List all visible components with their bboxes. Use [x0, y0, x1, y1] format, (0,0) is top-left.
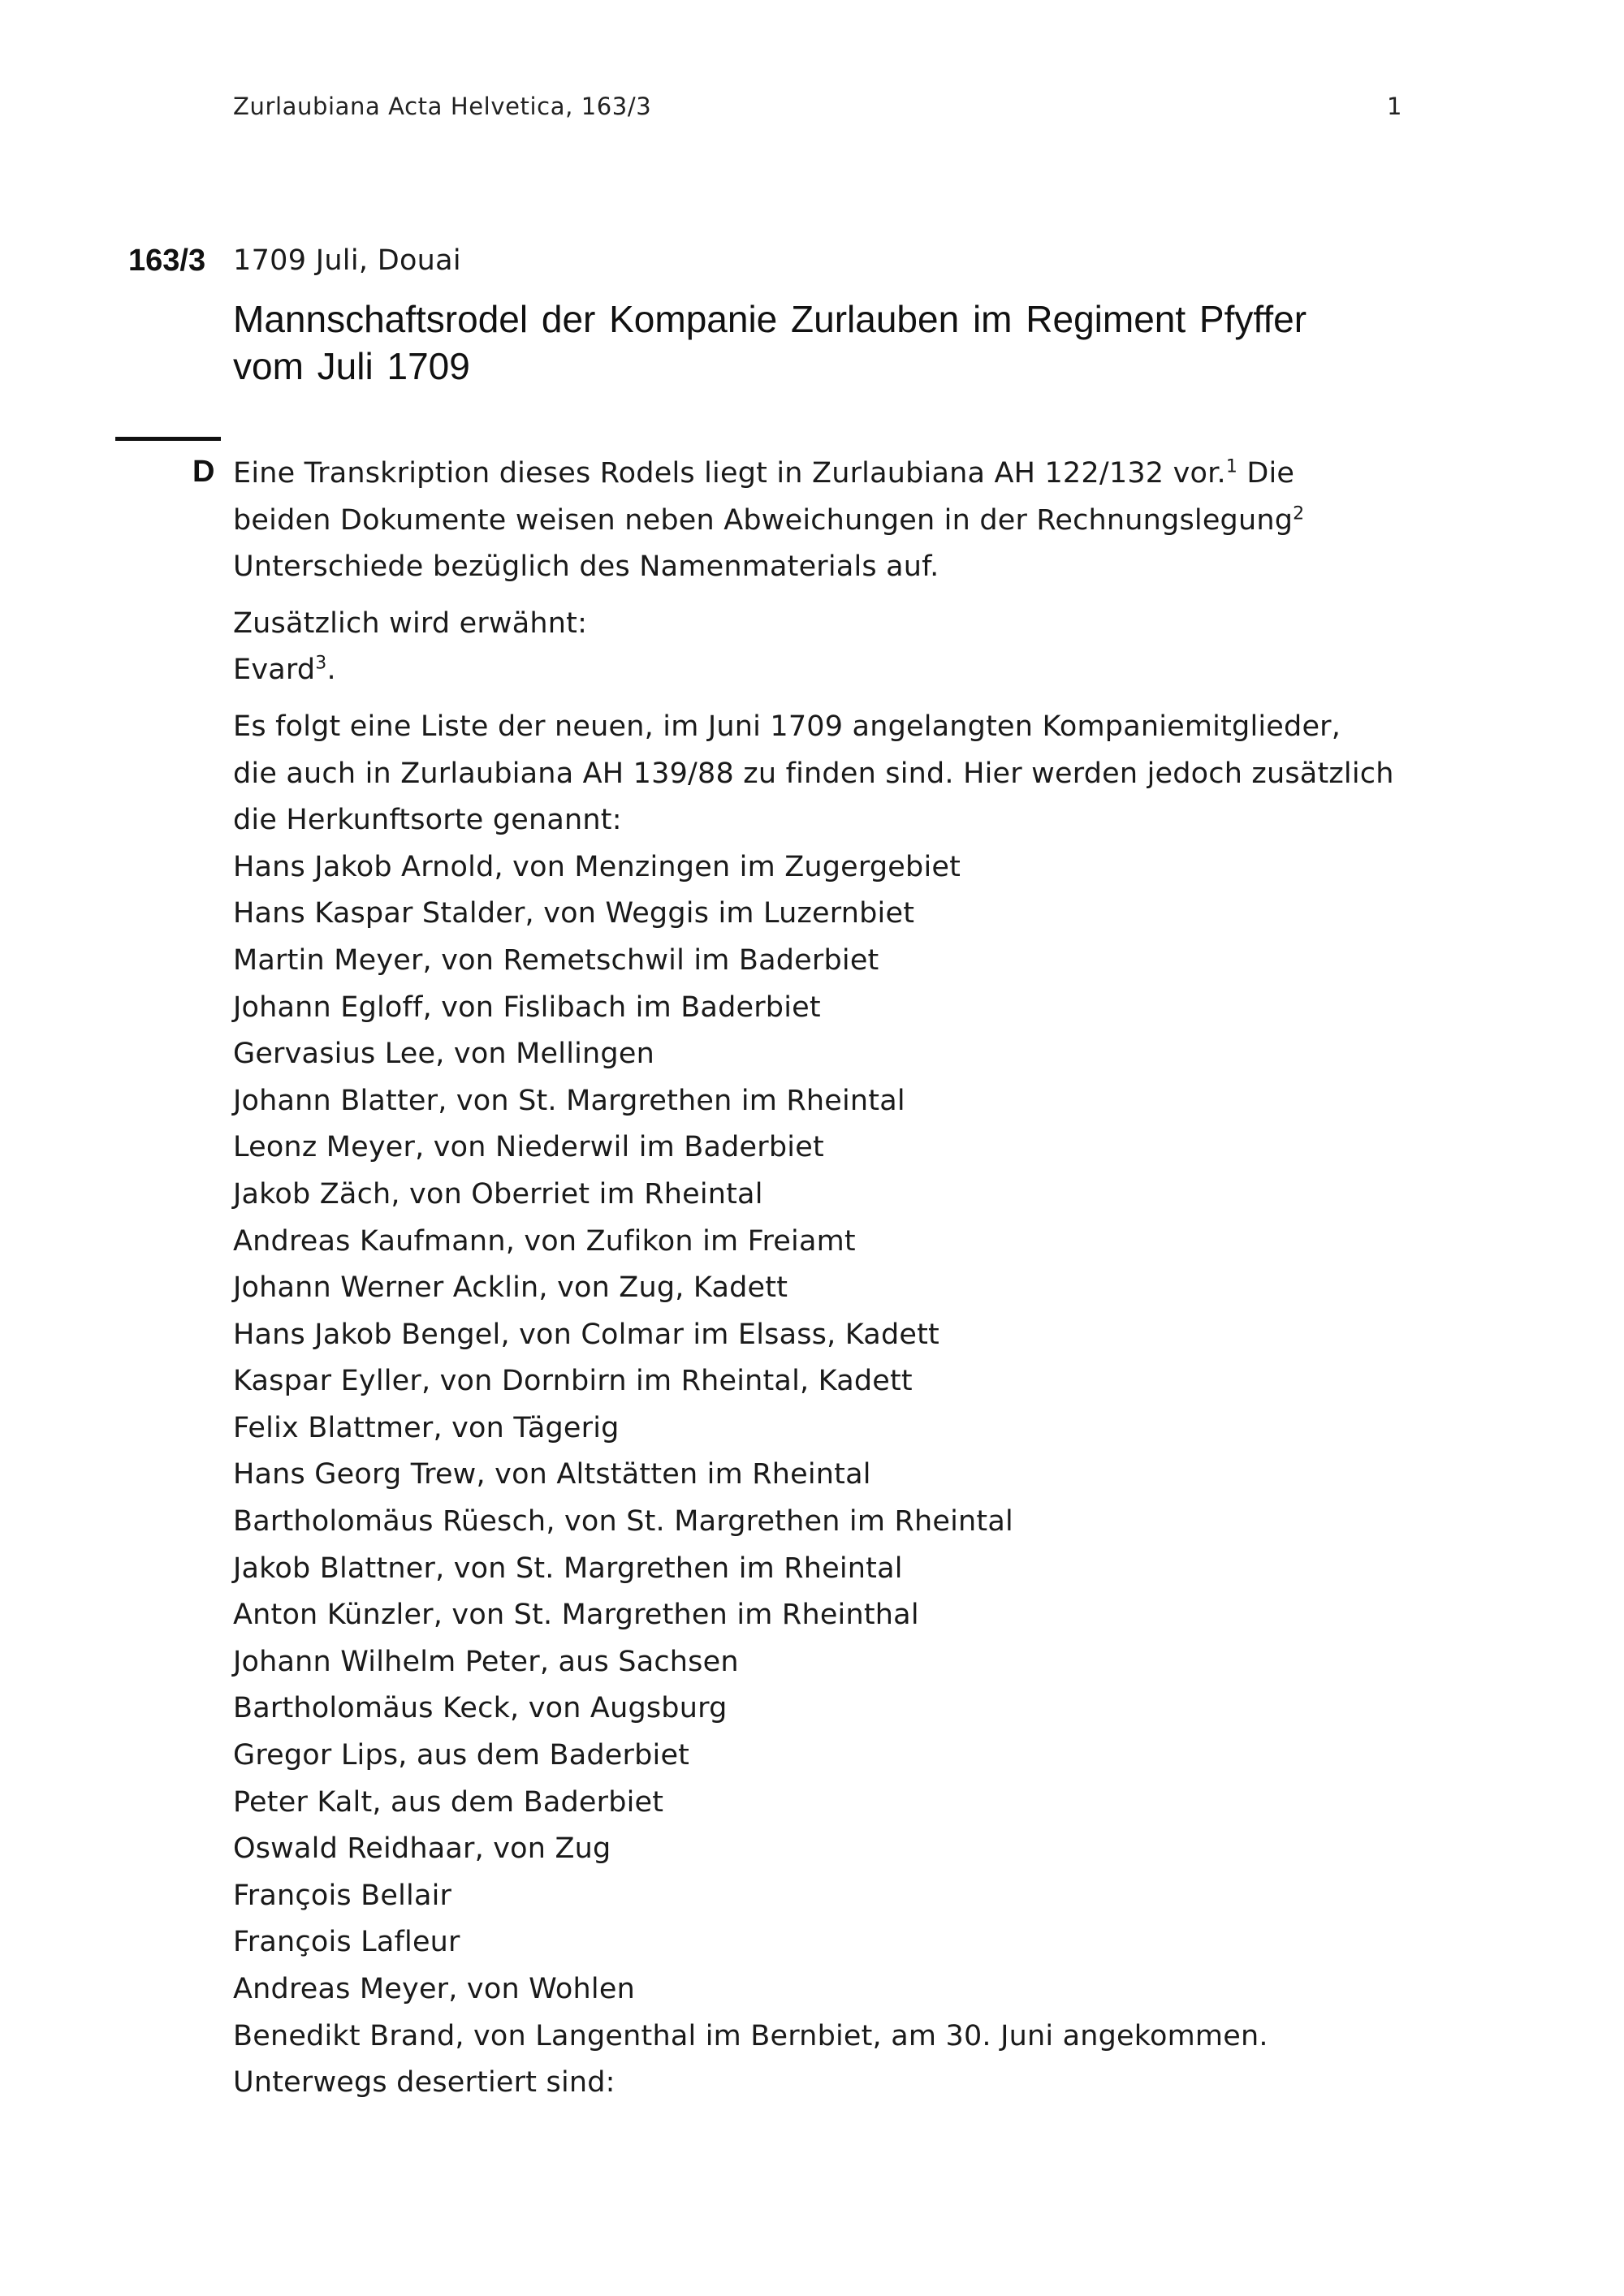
list-item: François Lafleur — [233, 1926, 460, 1959]
additional-paragraph — [233, 601, 1427, 694]
list-item: Andreas Meyer, von Wohlen — [233, 1973, 635, 2005]
list-item: Johann Werner Acklin, von Zug, Kadett — [233, 1271, 788, 1305]
list-item: Andreas Kaufmann, von Zufikon im Freiamt — [233, 1224, 856, 1258]
list-item: Hans Georg Trew, von Altstätten im Rheintal — [233, 1458, 871, 1491]
list-item: Kaspar Eyller, von Dornbirn im Rheintal, Kadett — [233, 1365, 913, 1398]
running-header — [233, 93, 1402, 120]
body-line: Es folgt eine Liste der neuen, im Juni 1709 angelangten Kompaniemitglieder, — [233, 710, 1341, 743]
intro-paragraph — [233, 451, 1427, 591]
entry-dateline: 1709 Juli, Douai — [233, 244, 461, 277]
list-item: Bartholomäus Rüesch, von St. Margrethen im Rheintal — [233, 1505, 1013, 1539]
list-item: Felix Blattmer, von Tägerig — [233, 1411, 620, 1444]
list-item: Hans Jakob Arnold, von Menzingen im Zugergebiet — [233, 850, 961, 883]
footnote-ref: 2 — [1293, 503, 1305, 524]
document-body — [233, 451, 1427, 2107]
body-line: Eine Transkription dieses Rodels liegt in Zurlaubiana AH 122/132 vor.$^1$ Die — [233, 456, 1295, 490]
list-item: Hans Kaspar Stalder, von Weggis im Luzernbiet — [233, 897, 915, 930]
body-line: Zusätzlich wird erwähnt: — [233, 606, 588, 640]
footnote-ref: 3 — [315, 653, 327, 674]
section-divider — [115, 437, 221, 441]
list-item: Jakob Blattner, von St. Margrethen im Rheintal — [233, 1552, 903, 1585]
footnote-ref: 1 — [1225, 456, 1238, 477]
list-item: Gregor Lips, aus dem Baderbiet — [233, 1739, 690, 1772]
recruit-list — [233, 844, 1427, 2060]
body-line: die Herkunftsorte genannt: — [233, 804, 622, 837]
list-item: Benedikt Brand, von Langenthal im Bernbiet, am 30. Juni angekommen. — [233, 2019, 1268, 2052]
section-marker: D — [192, 455, 215, 489]
list-item: Johann Wilhelm Peter, aus Sachsen — [233, 1645, 739, 1678]
list-item: Bartholomäus Keck, von Augsburg — [233, 1692, 728, 1725]
list-item: Jakob Zäch, von Oberriet im Rheintal — [233, 1177, 763, 1211]
collection-title: Zurlaubiana Acta Helvetica, 163/3 — [233, 93, 652, 120]
list-item: Johann Egloff, von Fislibach im Baderbiet — [233, 990, 821, 1024]
list-item: Johann Blatter, von St. Margrethen im Rheintal — [233, 1084, 905, 1117]
list-item: Gervasius Lee, von Mellingen — [233, 1038, 654, 1071]
body-line: beiden Dokumente weisen neben Abweichungen in der Rechnungslegung$^2$ — [233, 503, 1305, 537]
list-paragraph — [233, 704, 1427, 844]
list-item: Oswald Reidhaar, von Zug — [233, 1832, 611, 1866]
list-item: Peter Kalt, aus dem Baderbiet — [233, 1785, 664, 1819]
body-line: Evard$^3$. — [233, 653, 336, 687]
list-item: Leonz Meyer, von Niederwil im Baderbiet — [233, 1131, 824, 1164]
entry-number: 163/3 — [128, 244, 206, 278]
body-line: die auch in Zurlaubiana AH 139/88 zu finden sind. Hier werden jedoch zusätzlich — [233, 757, 1394, 790]
list-item: Martin Meyer, von Remetschwil im Baderbiet — [233, 943, 879, 977]
list-item: François Bellair — [233, 1879, 452, 1912]
list-item: Anton Künzler, von St. Margrethen im Rheinthal — [233, 1599, 919, 1632]
body-line: Unterschiede bezüglich des Namenmaterials auf. — [233, 550, 939, 584]
page-number: 1 — [1386, 93, 1402, 120]
deserted-label: Unterwegs desertiert sind: — [233, 2066, 615, 2100]
list-item: Hans Jakob Bengel, von Colmar im Elsass, Kadett — [233, 1318, 939, 1351]
entry-title-line: Mannschaftsrodel der Kompanie Zurlauben im Regiment Pfyffer — [233, 298, 1307, 340]
entry-title — [233, 296, 1402, 390]
entry-title-line: vom Juli 1709 — [233, 345, 470, 387]
